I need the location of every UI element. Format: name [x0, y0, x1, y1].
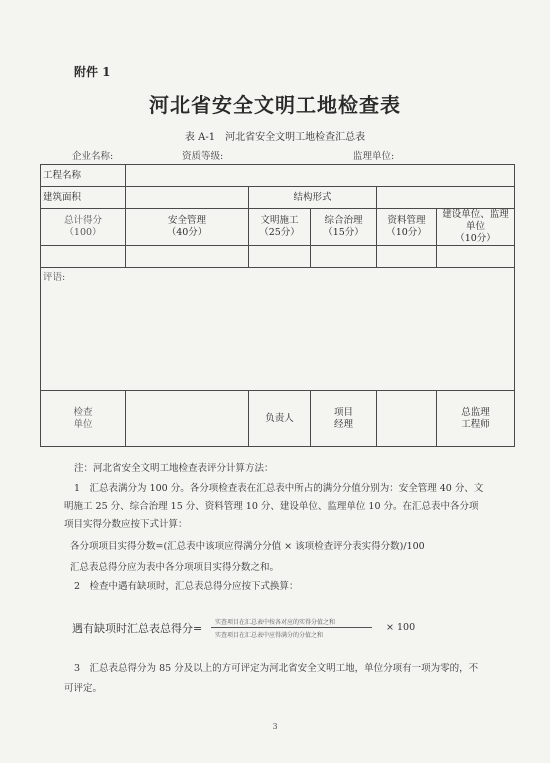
category-header-safety — [126, 209, 249, 246]
category-header-governance — [311, 209, 377, 246]
signature-row — [41, 391, 515, 447]
total-score-header — [41, 209, 126, 246]
category-name: 建设单位、监理单位 — [442, 209, 509, 232]
note3-line2: 可评定。 — [64, 683, 103, 694]
page-number: 3 — [272, 722, 278, 731]
note1-line2: 明施工 25 分、综合治理 15 分、资料管理 10 分、建设单位、监理单位 10 分。在汇总表中各分项 — [64, 501, 479, 512]
notes-intro: 注：河北省安全文明工地检查表评分计算方法： — [74, 463, 274, 474]
project-manager-line2: 经理 — [333, 418, 353, 430]
note1-line3: 项目实得分数应按下式计算： — [64, 519, 188, 530]
category-name: 资料管理 — [387, 215, 426, 226]
category-name: 综合治理 — [324, 215, 363, 226]
attachment-label: 附件 1 — [74, 65, 111, 79]
building-area-row — [41, 187, 515, 209]
category-points: （15分） — [323, 227, 364, 238]
safety-score-value — [126, 246, 249, 268]
project-manager-line1: 项目 — [333, 406, 353, 418]
supervisor-unit-label: 监理单位: — [353, 151, 395, 162]
note3-line1: 3 汇总表总得分为 85 分及以上的方可评定为河北省安全文明工地，单位分项有一项为零的，不 — [74, 663, 479, 674]
structure-form-cell — [377, 187, 515, 209]
building-area-label: 建筑面积 — [41, 187, 126, 209]
category-header-owner-supervisor — [437, 209, 515, 246]
category-header-documents — [377, 209, 437, 246]
responsible-person-label: 负责人 — [249, 391, 311, 447]
structure-form-label: 结构形式 — [249, 187, 377, 209]
document-title: 河北省安全文明工地检查表 — [149, 93, 401, 117]
formula-multiplier: × 100 — [386, 622, 416, 633]
qualification-label: 资质等级: — [182, 151, 224, 162]
project-name-row — [41, 165, 515, 187]
category-points: （25分） — [259, 227, 300, 238]
project-manager-label — [311, 391, 377, 447]
note1-line5: 汇总表总得分应为表中各分项项目实得分数之和。 — [70, 562, 280, 573]
note2: 2 检查中遇有缺项时，汇总表总得分应按下式换算： — [74, 581, 299, 592]
table-subtitle: 表 A-1 河北省安全文明工地检查汇总表 — [184, 132, 366, 143]
chief-supervisor-line1: 总监理 — [461, 406, 490, 418]
note1-formula: 各分项项目实得分数=(汇总表中该项应得满分分值 × 该项检查评分表实得分数)/100 — [70, 541, 425, 552]
score-value-row — [41, 246, 515, 268]
owner-supervisor-score-value — [437, 246, 515, 268]
inspection-unit-label — [41, 391, 126, 447]
total-score-value — [41, 246, 126, 268]
category-points: （40分） — [166, 227, 208, 238]
chief-supervisor-line2: 工程师 — [461, 418, 490, 430]
chief-supervisor-label — [437, 391, 515, 447]
category-points: （10分） — [386, 227, 427, 238]
building-area-cell — [126, 187, 249, 209]
comments-row — [41, 268, 515, 391]
inspection-unit-cell — [126, 391, 249, 447]
project-manager-cell — [377, 391, 437, 447]
documents-score-value — [377, 246, 437, 268]
summary-table — [40, 164, 515, 447]
project-name-label: 工程名称 — [41, 165, 126, 187]
formula-denominator: 实查项目在汇总表中应得满分的分值之和 — [215, 632, 324, 639]
category-name: 文明施工 — [260, 215, 299, 226]
total-score-label: 总计得分 — [63, 215, 102, 226]
fraction-bar — [211, 627, 372, 628]
formula-lhs: 遇有缺项时汇总表总得分= — [72, 622, 203, 635]
project-name-cell — [126, 165, 515, 187]
inspection-unit-line2: 单位 — [73, 418, 93, 430]
total-score-max: （100） — [64, 227, 102, 238]
inspection-unit-line1: 检查 — [73, 406, 93, 418]
category-points: （10分） — [455, 233, 496, 244]
category-name: 安全管理 — [167, 215, 206, 226]
category-header-civilized — [249, 209, 311, 246]
score-header-row — [41, 209, 515, 246]
company-name-label: 企业名称: — [72, 151, 114, 162]
civilized-score-value — [249, 246, 311, 268]
comments-label: 评语: — [43, 272, 66, 283]
comments-cell — [41, 268, 515, 391]
governance-score-value — [311, 246, 377, 268]
formula-numerator: 实查项目在汇总表中按各对应的实得分值之和 — [215, 619, 336, 626]
note1-line1: 1 汇总表满分为 100 分。各分项检查表在汇总表中所占的满分分值分别为：安全管理 40 分、文 — [74, 483, 484, 494]
